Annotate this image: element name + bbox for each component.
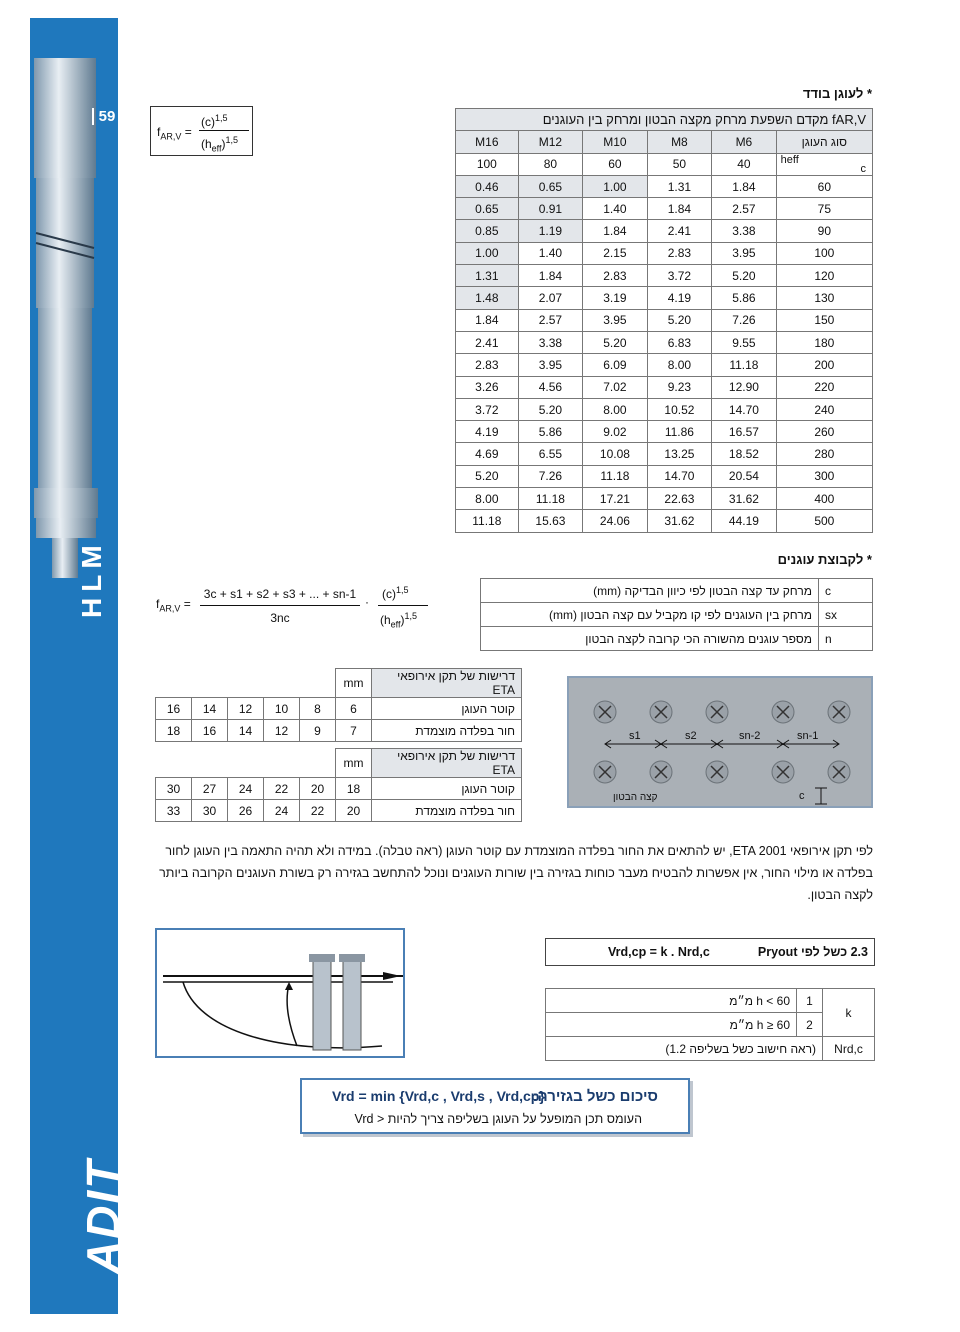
dim-row-label: קוטר העוגן: [372, 698, 522, 720]
heff-cell: 50: [647, 153, 712, 175]
dim-cell: 30: [156, 778, 192, 800]
dim-cell: 33: [156, 800, 192, 822]
factor-cell: 0.46: [456, 175, 519, 197]
factor-cell: 20.54: [712, 465, 777, 487]
anchor-type-cell: M10: [583, 131, 648, 153]
empty-cell: [192, 669, 228, 698]
dim-cell: 12: [228, 698, 264, 720]
nrd-text: (ראה חישוב כשל בשליפה 1.2): [546, 1037, 823, 1061]
k-cond-1: h < 60 מ״מ: [546, 989, 797, 1013]
heff-row: [456, 153, 873, 175]
eta-header: דרישות של תקן אירופאי ETA: [372, 749, 522, 778]
empty-cell: [192, 749, 228, 778]
table-row: [456, 242, 873, 264]
table-row: [456, 488, 873, 510]
factor-cell: 2.83: [583, 265, 648, 287]
dim-row-label: קוטר העוגן: [372, 778, 522, 800]
dim-cell: 8: [300, 698, 336, 720]
c-value-cell: 280: [776, 443, 872, 465]
table-row: [456, 198, 873, 220]
eta-header-row: [156, 669, 522, 698]
factor-cell: 1.00: [456, 242, 519, 264]
anchor-type-label: סוג העוגן: [776, 131, 872, 153]
eta-header-row: [156, 749, 522, 778]
c-value-cell: 90: [776, 220, 872, 242]
factor-cell: 14.70: [712, 398, 777, 420]
anchor-type-cell: M12: [518, 131, 583, 153]
c-value-cell: 120: [776, 265, 872, 287]
dim-cell: 26: [228, 800, 264, 822]
heff-cell: 100: [456, 153, 519, 175]
table-row: [456, 265, 873, 287]
factor-cell: 3.38: [518, 331, 583, 353]
factor-cell: 1.00: [583, 175, 648, 197]
factor-cell: 11.18: [518, 488, 583, 510]
label-sn-1: sn-1: [797, 730, 819, 742]
dim-cell: 27: [192, 778, 228, 800]
factor-cell: 4.56: [518, 376, 583, 398]
table-row: [156, 698, 522, 720]
summary-formula: Vrd = min {Vrd,c , Vrd,s , Vrd,cp}: [332, 1088, 545, 1104]
anchor-type-cell: M6: [712, 131, 777, 153]
factor-cell: 15.63: [518, 510, 583, 532]
table-row: [456, 398, 873, 420]
factor-cell: 12.90: [712, 376, 777, 398]
shear-illustration: [155, 928, 405, 1058]
factor-cell: 10.52: [647, 398, 712, 420]
factor-cell: 1.40: [518, 242, 583, 264]
k-cond-2: h ≥ 60 מ״מ: [546, 1013, 797, 1037]
k-table: [545, 988, 875, 1061]
label-s1: s1: [629, 730, 641, 742]
factor-cell: 5.20: [647, 309, 712, 331]
summary-text: העומס תכן המופעל על העוגן בשליפה צריך להיות < Vrd: [354, 1112, 642, 1126]
factor-cell: 2.83: [456, 354, 519, 376]
brand-logo: ADIT: [77, 1158, 129, 1274]
empty-cell: [156, 669, 192, 698]
sidebar: [30, 18, 136, 1314]
pryout-box: [545, 938, 875, 966]
dim-cell: 22: [300, 800, 336, 822]
dim-cell: 9: [300, 720, 336, 742]
factor-cell: 2.57: [712, 198, 777, 220]
definition-symbol: n: [819, 627, 873, 651]
table-row: [456, 465, 873, 487]
factor-cell: 18.52: [712, 443, 777, 465]
factor-cell: 9.23: [647, 376, 712, 398]
factor-cell: 1.84: [583, 220, 648, 242]
factor-cell: 0.65: [456, 198, 519, 220]
anchor-types-row: [456, 131, 873, 153]
summary-title: סיכום כשל בגזירה:: [532, 1088, 658, 1105]
factor-cell: 31.62: [647, 510, 712, 532]
empty-cell: [156, 749, 192, 778]
page-number: 59: [92, 108, 122, 125]
group-formula: $f_{AR,V}$ = 3c + s1 + s2 + s3 + ... + sn-1 3nc · $(c)^{1,5}$ $(h_{eff})^{1,5}$: [150, 575, 432, 635]
table-row: [456, 510, 873, 532]
eta-table-1: [155, 668, 522, 742]
empty-cell: [264, 669, 300, 698]
factor-cell: 3.72: [647, 265, 712, 287]
c-value-cell: 180: [776, 331, 872, 353]
table-row: [456, 175, 873, 197]
factor-cell: 6.83: [647, 331, 712, 353]
factor-cell: 2.15: [583, 242, 648, 264]
factor-cell: 2.41: [456, 331, 519, 353]
factor-cell: 7.26: [712, 309, 777, 331]
label-sn-2: sn-2: [739, 730, 761, 742]
factor-cell: 1.19: [518, 220, 583, 242]
factor-cell: 3.95: [712, 242, 777, 264]
factor-cell: 11.18: [456, 510, 519, 532]
table-row: [456, 376, 873, 398]
group-anchor-title: * לקבוצת עוגנים: [777, 552, 872, 567]
factor-cell: 8.00: [647, 354, 712, 376]
factor-cell: 5.20: [456, 465, 519, 487]
empty-cell: [228, 669, 264, 698]
factor-cell: 0.85: [456, 220, 519, 242]
table-row: [456, 220, 873, 242]
anchor-type-cell: M16: [456, 131, 519, 153]
dim-cell: 10: [264, 698, 300, 720]
empty-cell: [300, 749, 336, 778]
dim-cell: 22: [264, 778, 300, 800]
dim-cell: 16: [156, 698, 192, 720]
c-value-cell: 300: [776, 465, 872, 487]
dim-cell: 16: [192, 720, 228, 742]
factor-cell: 11.86: [647, 421, 712, 443]
factor-cell: 2.07: [518, 287, 583, 309]
heff-cell: 60: [583, 153, 648, 175]
factor-cell: 3.38: [712, 220, 777, 242]
table-row: [456, 354, 873, 376]
c-value-cell: 60: [776, 175, 872, 197]
empty-cell: [264, 749, 300, 778]
heff-cell: 40: [712, 153, 777, 175]
dim-cell: 14: [228, 720, 264, 742]
product-name: HLM: [76, 539, 107, 618]
table-row: [456, 421, 873, 443]
factor-cell: 4.19: [647, 287, 712, 309]
definitions-table: [480, 578, 873, 651]
factor-cell: 2.41: [647, 220, 712, 242]
brand-tagline: Optimal Building Solutions: [126, 1054, 136, 1264]
factor-cell: 1.84: [712, 175, 777, 197]
table-row: [456, 287, 873, 309]
label-s2: s2: [685, 730, 697, 742]
factor-cell: 5.20: [712, 265, 777, 287]
k-val-2: 2: [797, 1013, 823, 1037]
dim-cell: 20: [336, 800, 372, 822]
factor-cell: 1.40: [583, 198, 648, 220]
heff-c-label: heff c: [776, 153, 872, 175]
factor-cell: 7.02: [583, 376, 648, 398]
dim-cell: 30: [192, 800, 228, 822]
c-value-cell: 220: [776, 376, 872, 398]
factor-cell: 16.57: [712, 421, 777, 443]
dim-cell: 18: [336, 778, 372, 800]
factor-cell: 7.26: [518, 465, 583, 487]
c-value-cell: 150: [776, 309, 872, 331]
dim-cell: 24: [264, 800, 300, 822]
factor-cell: 11.18: [712, 354, 777, 376]
c-value-cell: 130: [776, 287, 872, 309]
dim-cell: 18: [156, 720, 192, 742]
factor-cell: 1.31: [647, 175, 712, 197]
anchor-type-cell: M8: [647, 131, 712, 153]
c-value-cell: 240: [776, 398, 872, 420]
c-label: c: [799, 790, 805, 802]
factor-cell: 5.86: [518, 421, 583, 443]
factor-cell: 3.72: [456, 398, 519, 420]
factor-cell: 4.69: [456, 443, 519, 465]
factor-cell: 8.00: [583, 398, 648, 420]
empty-cell: [300, 669, 336, 698]
heff-cell: 80: [518, 153, 583, 175]
factor-cell: 1.84: [456, 309, 519, 331]
factor-cell: 3.19: [583, 287, 648, 309]
dim-cell: 24: [228, 778, 264, 800]
summary-box: [300, 1078, 690, 1134]
factor-cell: 1.31: [456, 265, 519, 287]
c-value-cell: 100: [776, 242, 872, 264]
dim-cell: 20: [300, 778, 336, 800]
definition-symbol: sx: [819, 603, 873, 627]
factor-cell: 0.91: [518, 198, 583, 220]
factor-cell: 24.06: [583, 510, 648, 532]
group-formula-numerator: 3c + s1 + s2 + s3 + ... + sn-1: [203, 587, 357, 601]
dim-cell: 6: [336, 698, 372, 720]
factor-cell: 9.55: [712, 331, 777, 353]
single-formula: $f_{AR,V}$ = $(c)^{1,5}$ $(h_{eff})^{1,5}$: [150, 106, 253, 156]
factor-cell: 14.70: [647, 465, 712, 487]
factor-cell: 3.26: [456, 376, 519, 398]
pryout-title: 2.3 כשל לפי Pryout: [757, 945, 868, 959]
factor-cell: 44.19: [712, 510, 777, 532]
empty-cell: [228, 749, 264, 778]
c-value-cell: 400: [776, 488, 872, 510]
factor-table-title: fAR,V מקדם השפעת מרחק מקצה הבטון ומרחק בין העוגנים: [456, 109, 873, 131]
c-value-cell: 260: [776, 421, 872, 443]
factor-cell: 1.84: [518, 265, 583, 287]
c-value-cell: 75: [776, 198, 872, 220]
factor-cell: 5.20: [583, 331, 648, 353]
nrd-label: Nrd,c: [823, 1037, 875, 1061]
factor-cell: 2.83: [647, 242, 712, 264]
table-row: [156, 778, 522, 800]
k-val-1: 1: [797, 989, 823, 1013]
dim-cell: 12: [264, 720, 300, 742]
table-row: [456, 309, 873, 331]
eta-table-2: [155, 748, 522, 822]
table-row: [156, 800, 522, 822]
factor-cell: 2.57: [518, 309, 583, 331]
table-row: [156, 720, 522, 742]
factor-cell: 13.25: [647, 443, 712, 465]
factor-cell: 1.84: [647, 198, 712, 220]
unit-cell: mm: [336, 749, 372, 778]
definition-text: מרחק בין העוגנים לפי קו מקביל עם קצה הבטון (mm): [481, 603, 819, 627]
dim-row-label: חור בפלדה מוצמדת: [372, 720, 522, 742]
factor-cell: 0.65: [518, 175, 583, 197]
table-row: [456, 443, 873, 465]
c-value-cell: 500: [776, 510, 872, 532]
c-value-cell: 200: [776, 354, 872, 376]
definition-row: [481, 627, 873, 651]
definition-text: מספר עוגנים מהשורה הכי קרובה לקצה הבטון: [481, 627, 819, 651]
unit-cell: mm: [336, 669, 372, 698]
factor-table: [455, 108, 873, 533]
k-label: k: [823, 989, 875, 1037]
single-anchor-title: * לעוגן בודד: [802, 86, 872, 101]
factor-cell: 9.02: [583, 421, 648, 443]
eta-paragraph: לפי תקן אירופאי ETA 2001, יש להתאים את החור בפלדה המוצמדת עם קוטר העוגן (ראה טבלה). במידה ולא תהיה התאמה בין העוגן לחור בפלדה או מילוי החור, אין אפשרות להבטיח מעבר כוחות בגזירה בין שורות העוגנים ונוכל להתחשב בגזירה רק בשורת העוגנים הקרובה ביותר לקצה הבטון.: [159, 844, 873, 902]
definition-text: מרחק עד קצה הבטון לפי כיוון הבדיקה (mm): [481, 579, 819, 603]
factor-cell: 5.86: [712, 287, 777, 309]
eta-header: דרישות של תקן אירופאי ETA: [372, 669, 522, 698]
factor-cell: 31.62: [712, 488, 777, 510]
factor-cell: 10.08: [583, 443, 648, 465]
factor-cell: 1.48: [456, 287, 519, 309]
pryout-formula: Vrd,cp = k . Nrd,c: [608, 945, 710, 959]
anchor-bolt-image: [34, 58, 110, 578]
definition-row: [481, 603, 873, 627]
dim-cell: 7: [336, 720, 372, 742]
factor-cell: 3.95: [518, 354, 583, 376]
anchor-spacing-photo: [567, 676, 873, 808]
factor-cell: 5.20: [518, 398, 583, 420]
table-row: [456, 331, 873, 353]
factor-cell: 3.95: [583, 309, 648, 331]
factor-cell: 17.21: [583, 488, 648, 510]
dim-cell: 14: [192, 698, 228, 720]
factor-cell: 6.55: [518, 443, 583, 465]
factor-cell: 6.09: [583, 354, 648, 376]
factor-cell: 11.18: [583, 465, 648, 487]
factor-cell: 22.63: [647, 488, 712, 510]
definition-symbol: c: [819, 579, 873, 603]
factor-cell: 8.00: [456, 488, 519, 510]
dim-row-label: חור בפלדה מוצמדת: [372, 800, 522, 822]
concrete-edge-label: קצה הבטון: [613, 792, 658, 803]
factor-cell: 4.19: [456, 421, 519, 443]
definition-row: [481, 579, 873, 603]
